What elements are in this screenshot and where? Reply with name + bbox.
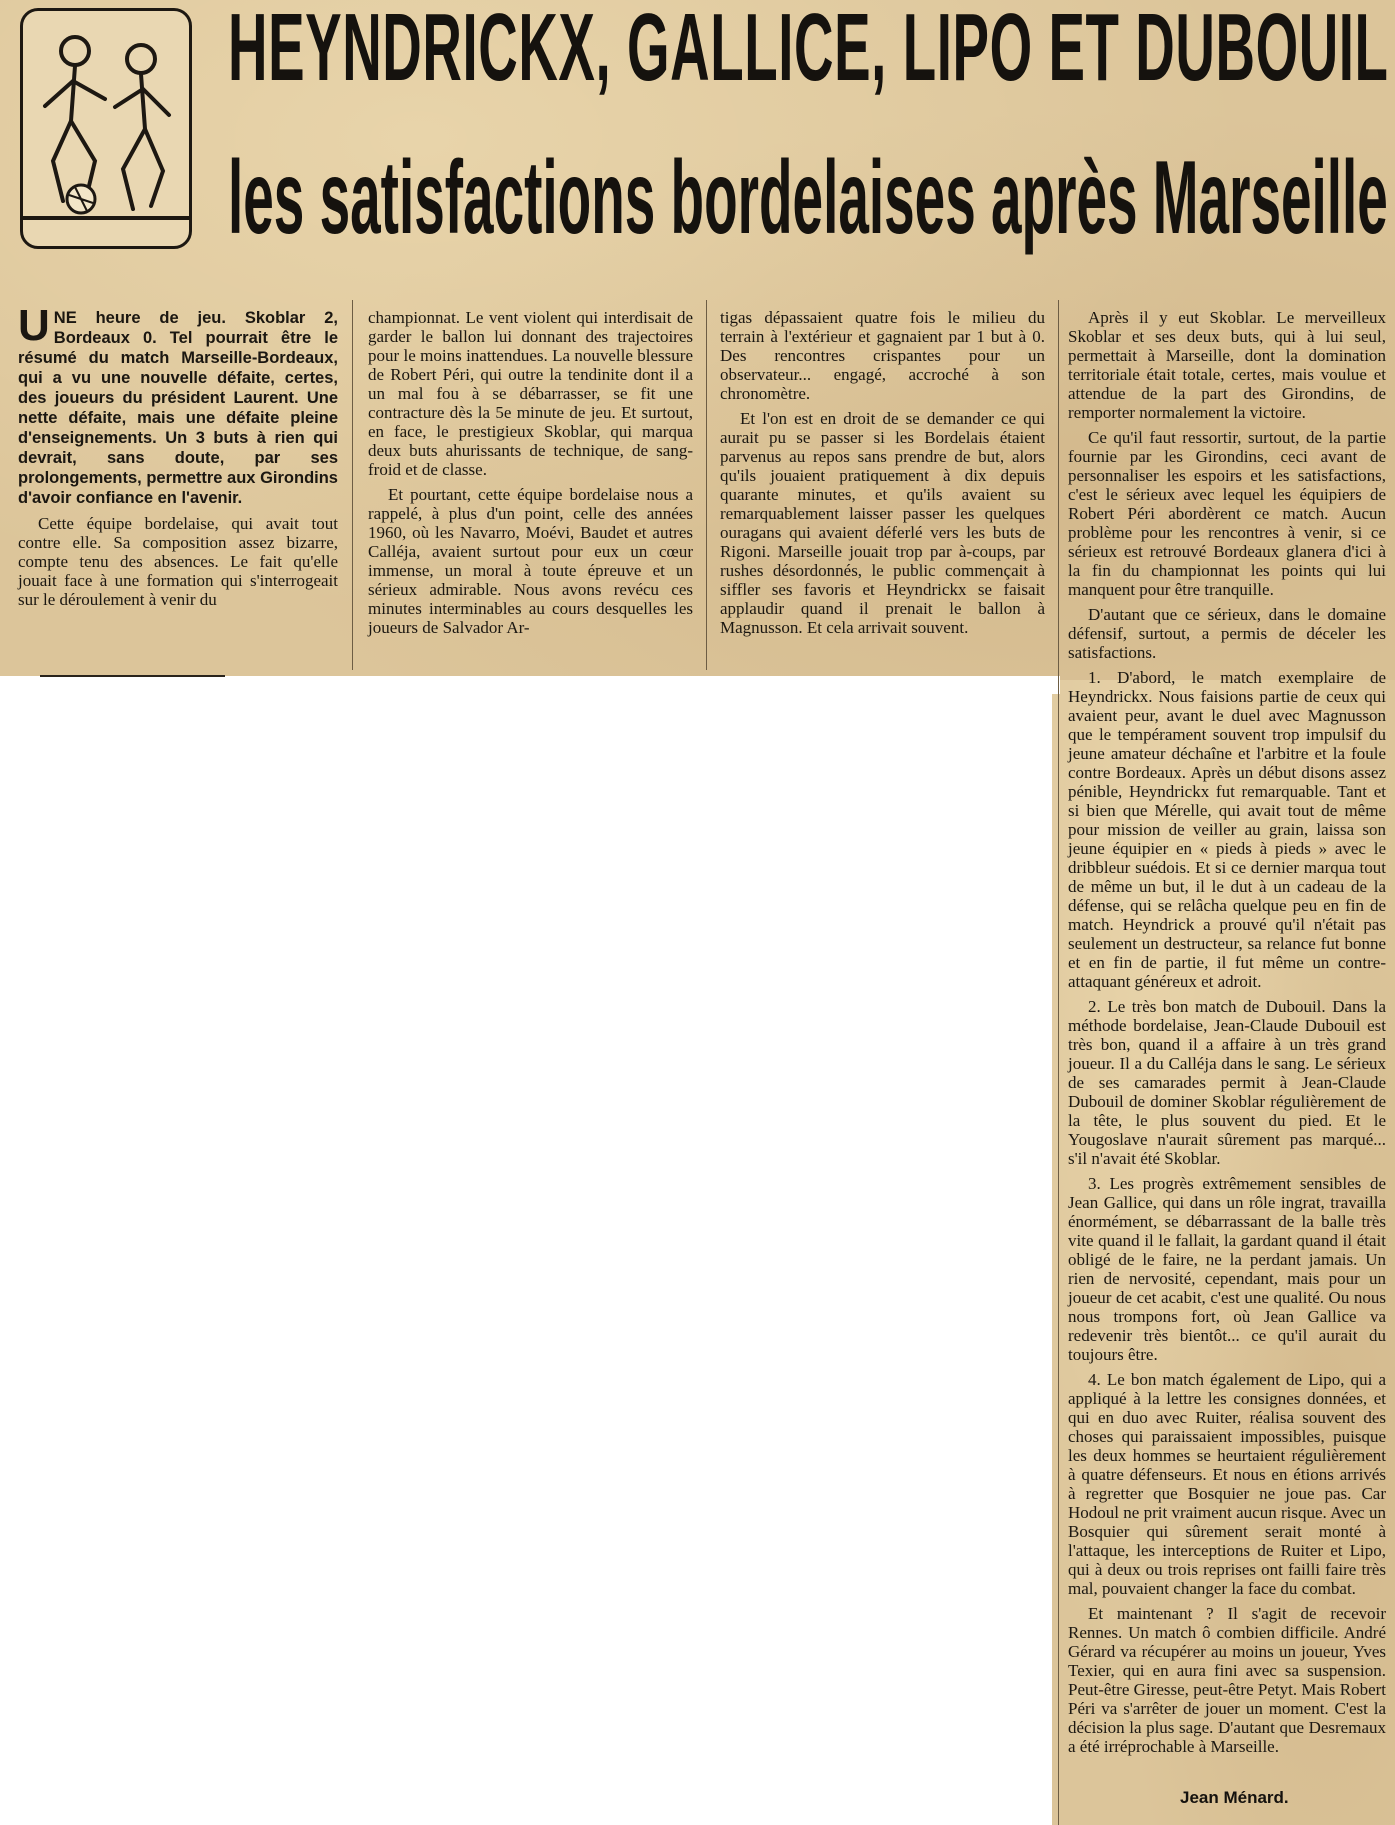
paragraph: Après il y eut Skoblar. Le merveilleux Skoblar et ses deux buts, qui à lui seul, permettait à Marseille, dont la domination territoriale était totale, certes, mais voulue et attendue de la part des Girondins, de remporter normalement la victoire. — [1068, 308, 1386, 422]
paragraph: 1. D'abord, le match exemplaire de Heyndrickx. Nous faisions partie de ceux qui avaient peur, avant le duel avec Magnusson que le tempérament souvent trop impulsif du jeune amateur déchaîne et l'arbitre et la foule contre Bordeaux. Après un début disons assez pénible, Heyndrickx fut remarquable. Tant et si bien que Mérelle, qui avait tout de même pour mission de veiller au grain, laissa son jeune équipier en « pieds à pieds » avec le dribbleur suédois. Et si ce dernier marqua tout de même un but, il le dut à un cadeau de la défense, qui se relâcha quelque peu en fin de match. Heyndrick a prouvé qu'il n'était pas seulement un destructeur, sa relance fut bonne et en fin de partie, il fut même un contre-attaquant généreux et adroit. — [1068, 668, 1386, 991]
article-column-3 — [720, 308, 1045, 643]
paragraph: Et pourtant, cette équipe bordelaise nous a rappelé, à plus d'un point, celle des années 1960, où les Navarro, Moévi, Baudet et autres Calléja, avaient surtout pour eux un cœur immense, un moral à toute épreuve et un sérieux admirable. Nous avons revécu ces minutes interminables au cours desquelles les joueurs de Salvador Ar- — [368, 485, 693, 637]
article-column-4 — [1068, 308, 1386, 1762]
headline-line-1: HEYNDRICKX, GALLICE, LIPO ET DUBOUIL — [228, 0, 1389, 101]
paragraph: 2. Le très bon match de Dubouil. Dans la méthode bordelaise, Jean-Claude Dubouil est très bon, quand il a affaire à un très grand joueur. Il a du Calléja dans le sang. Le sérieux de ses camarades permit à Jean-Claude Dubouil de dominer Skoblar régulièrement de la tête, le plus souvent du pied. Et le Yougoslave n'aurait sûrement pas marqué... s'il n'avait été Skoblar. — [1068, 997, 1386, 1168]
paragraph: Et l'on est en droit de se demander ce qui aurait pu se passer si les Bordelais étaient parvenus au repos sans prendre de but, alors qu'ils jouaient pratiquement à dix depuis quarante minutes, et qu'ils avaient su remarquablement laisser passer les quelques ouragans qui avaient déferlé vers les buts de Rigoni. Marseille jouait trop par à-coups, par rushes désordonnés, le public commençait à siffler ses favoris et Heyndrickx se faisait applaudir quand il prenait le ballon à Magnusson. Et cela arrivait souvent. — [720, 409, 1045, 637]
headline-line-2: les satisfactions bordelaises après Marseille — [228, 140, 1388, 256]
paragraph: championnat. Le vent violent qui interdisait de garder le ballon lui donnant des trajectoires pour le moins inattendues. La nouvelle blessure de Robert Péri, qui outre la tendinite dont il a un mal fou à se débarrasser, se fit une contracture dès la 5e minute de jeu. Et surtout, en face, le prestigieux Skoblar, qui marqua deux buts ahurissants de technique, de sang-froid et de classe. — [368, 308, 693, 479]
article-column-2 — [368, 308, 693, 643]
footballers-illustration-icon — [20, 8, 192, 249]
column-divider — [706, 300, 707, 670]
paragraph: Cette équipe bordelaise, qui avait tout contre elle. Sa composition assez bizarre, compte tenu des absences. Le fait qu'elle jouait face à une formation qui s'interrogeait sur le déroulement à venir du — [18, 514, 338, 609]
column-divider — [1058, 300, 1059, 1825]
paragraph: Et maintenant ? Il s'agit de recevoir Rennes. Un match ô combien difficile. André Gérard va récupérer au moins un joueur, Yves Texier, qui en aura fini avec sa suspension. Peut-être Giresse, peut-être Petyt. Mais Robert Péri va s'arrêter de jouer un moment. C'est la décision la plus sage. D'autant que Desremaux a été irréprochable à Marseille. — [1068, 1604, 1386, 1756]
drop-cap: U — [18, 301, 50, 350]
paragraph: D'autant que ce sérieux, dans le domaine défensif, surtout, a permis de déceler les satisfactions. — [1068, 605, 1386, 662]
paragraph: tigas dépassaient quatre fois le milieu du terrain à l'extérieur et gagnaient par 1 but à 0. Des rencontres crispantes pour un observateur... engagé, accroché à son chronomètre. — [720, 308, 1045, 403]
lead-paragraph — [18, 301, 338, 508]
paragraph: 4. Le bon match également de Lipo, qui a appliqué à la lettre les consignes données, et qui en duo avec Ruiter, réalisa souvent des choses qui paraissaient impossibles, puisque les deux hommes se heurtaient régulièrement à quatre défenseurs. Et nous en étions arrivés à regretter que Bosquier ne joue pas. Car Hodoul ne prit vraiment aucun risque. Avec un Bosquier qui sûrement serait monté à l'attaque, les interceptions de Ruiter et Lipo, qui à deux ou trois reprises ont failli faire très mal, pouvaient changer la face du combat. — [1068, 1370, 1386, 1598]
article-column-1 — [18, 301, 338, 615]
torn-edge — [0, 676, 1060, 694]
paragraph: Ce qu'il faut ressortir, surtout, de la partie fournie par les Girondins, ceci avant de personnaliser les espoirs et les satisfactions, c'est le sérieux avec lequel les équipiers de Robert Péri abordèrent ce match. Aucun problème pour les rencontres à venir, si ce sérieux est retrouvé Bordeaux glanera d'ici à la fin du championnat les points qui lui manquent pour être tranquille. — [1068, 428, 1386, 599]
lead-text: NE heure de jeu. Skoblar 2, Bordeaux 0. Tel pourrait être le résumé du match Marseille-Bordeaux, qui a vu une nouvelle défaite, certes, des joueurs du président Laurent. Une nette défaite, mais une défaite pleine d'enseignements. Un 3 buts à rien qui devrait, sans doute, par ses prolongements, permettre aux Girondins d'avoir confiance en l'avenir. — [18, 309, 338, 507]
paragraph: 3. Les progrès extrêmement sensibles de Jean Gallice, qui dans un rôle ingrat, travailla énormément, se débarrassant de la balle très vite quand il le fallait, la gardant quand il était obligé de le faire, ne la perdant jamais. Un rien de nervosité, cependant, mais pour un joueur de cet acabit, c'est une qualité. Ou nous nous trompons fort, où Jean Gallice va redevenir très bientôt... ce qu'il aurait du toujours être. — [1068, 1174, 1386, 1364]
column-divider — [352, 300, 353, 670]
headline — [228, 0, 1389, 256]
author-signature: Jean Ménard. — [1180, 1788, 1289, 1807]
end-rule — [40, 675, 225, 677]
